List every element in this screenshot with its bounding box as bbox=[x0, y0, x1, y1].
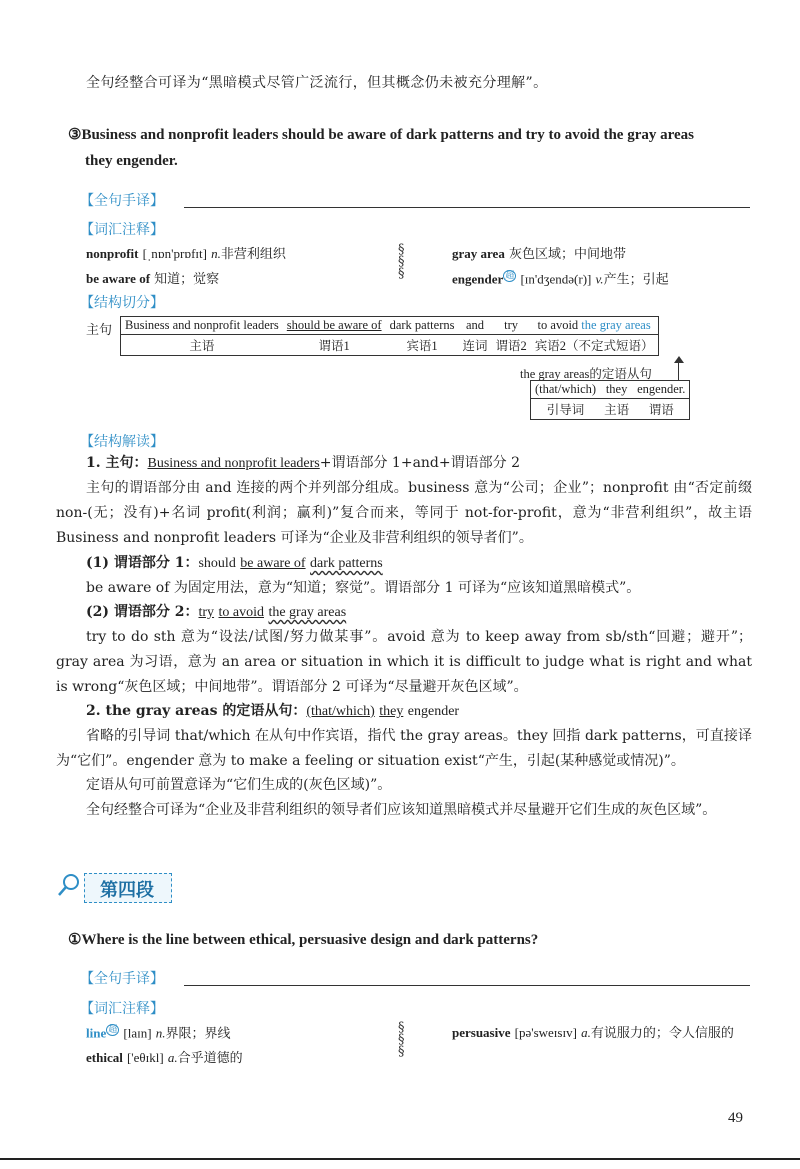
label-translate-2: 【全句手译】 bbox=[80, 971, 164, 987]
analysis-1-text: 主句的谓语部分由 and 连接的两个并列部分组成。business 意为“公司；企业”；nonprofit 由“否定前缀 non-(无；没有)+名词 profit(利润；赢利)”复合而来，等同于 not-for-profit，意为“非营利组织”，故主语 Business and nonprofit leaders 可译为“企业及非营利组织的领导者们”。 bbox=[56, 480, 752, 546]
label-split: 【结构切分】 bbox=[80, 295, 164, 311]
seg-gray-areas: the gray areas bbox=[581, 318, 651, 332]
exam-badge-icon: 超 bbox=[108, 1025, 118, 1035]
analysis-1-title: 1. 主句：Business and nonprofit leaders+谓语部分 1+and+谓语部分 2 bbox=[86, 455, 520, 471]
part2-text: try to do sth 意为“设法/试图/努力做某事”。avoid 意为 to keep away from sb/sth“回避；避开”；gray area 为习语，意为 an area or situation in which it is difficult to judge what is right and what is wrong“灰色区域；中间地带”。谓语部分 2 可译为“尽量避开灰色区域”。 bbox=[56, 629, 752, 695]
arrow-head-icon bbox=[674, 356, 684, 363]
rel-clause-box: (that/which) they engender. 引导词 主语 谓语 bbox=[530, 380, 690, 420]
footer-rule bbox=[0, 1158, 800, 1160]
arrow-up-icon bbox=[678, 360, 679, 380]
analysis-2-text: 省略的引导词 that/which 在从句中作宾语，指代 the gray areas。they 回指 dark patterns，可直接译为“它们”。engender 意为 to make a feeling or situation exist“产生，引起(某种感觉或情况)”。 bbox=[56, 728, 752, 769]
structure-diagram bbox=[120, 316, 659, 356]
seg-conj: and bbox=[465, 318, 484, 332]
main-roles: 主语 谓语1 宾语1 连词 谓语2 宾语2（不定式短语） bbox=[189, 339, 654, 353]
seg-obj2: to avoid bbox=[537, 318, 579, 332]
label-vocab-2: 【词汇注释】 bbox=[80, 1001, 164, 1017]
sentence-3-line1: Business and nonprofit leaders should be aware of dark patterns and try to avoid the gray areas bbox=[81, 127, 695, 143]
label-analysis: 【结构解读】 bbox=[80, 434, 164, 450]
part1-text: be aware of 为固定用法，意为“知道；察觉”。谓语部分 1 可译为“应该知道黑暗模式”。 bbox=[86, 580, 641, 596]
vocab-item: gray area 灰色区域；中间地带 bbox=[452, 246, 626, 262]
label-translate: 【全句手译】 bbox=[80, 193, 164, 209]
sentence-number: ③ bbox=[68, 127, 82, 143]
vocab-item: be aware of 知道；觉察 bbox=[86, 271, 220, 287]
part1-title: (1) 谓语部分 1：should be aware of dark patterns bbox=[86, 555, 383, 571]
rel-caption: the gray areas的定语从句 bbox=[520, 367, 652, 381]
exam-badge-icon: 超 bbox=[505, 271, 515, 281]
vocab-item: nonprofit [ˌnɒn'prɒfɪt] n.非营利组织 bbox=[86, 246, 286, 262]
analysis-2-text3: 全句经整合可译为“企业及非营利组织的领导者们应该知道黑暗模式并尽量避开它们生成的灰色区域”。 bbox=[86, 802, 717, 818]
intro-line: 全句经整合可译为“黑暗模式尽管广泛流行，但其概念仍未被充分理解”。 bbox=[86, 75, 548, 91]
seg-pred1: should be aware of bbox=[286, 318, 382, 332]
seg-pred2: try bbox=[504, 318, 519, 332]
squiggle-divider: § § § bbox=[398, 1020, 405, 1059]
vocab-item: persuasive [pə'sweɪsɪv] a.有说服力的；令人信服的 bbox=[452, 1025, 734, 1041]
squiggle-divider: § § § bbox=[398, 242, 405, 281]
translate-line[interactable] bbox=[184, 207, 750, 208]
main-clause-label: 主句 bbox=[86, 323, 113, 338]
analysis-2-title: 2. the gray areas 的定语从句：(that/which) they engender bbox=[86, 703, 460, 719]
sentence-3 bbox=[68, 122, 768, 174]
vocab-item: ethical ['eθɪkl] a.合乎道德的 bbox=[86, 1050, 243, 1066]
page-number: 49 bbox=[728, 1110, 743, 1126]
label-vocab: 【词汇注释】 bbox=[80, 222, 164, 238]
sentence-4-1: ①Where is the line between ethical, persuasive design and dark patterns? bbox=[68, 932, 539, 948]
sentence-3-line2: they engender. bbox=[85, 153, 178, 169]
seg-subject: Business and nonprofit leaders bbox=[125, 318, 279, 332]
seg-obj1: dark patterns bbox=[389, 318, 455, 332]
translate-line-2[interactable] bbox=[184, 985, 750, 986]
analysis-2-text2: 定语从句可前置意译为“它们生成的(灰色区域)”。 bbox=[86, 777, 392, 793]
vocab-item: line $^超$ [laɪn] n.界限；界线 bbox=[86, 1025, 231, 1042]
part2-title: (2) 谓语部分 2：try to avoid the gray areas bbox=[86, 604, 347, 620]
magnifier-icon bbox=[56, 872, 82, 902]
main-row bbox=[121, 317, 659, 335]
vocab-item: engender $^超$ [ɪn'dʒendə(r)] v.产生；引起 bbox=[452, 271, 669, 288]
section-title: 第四段 bbox=[100, 880, 154, 901]
